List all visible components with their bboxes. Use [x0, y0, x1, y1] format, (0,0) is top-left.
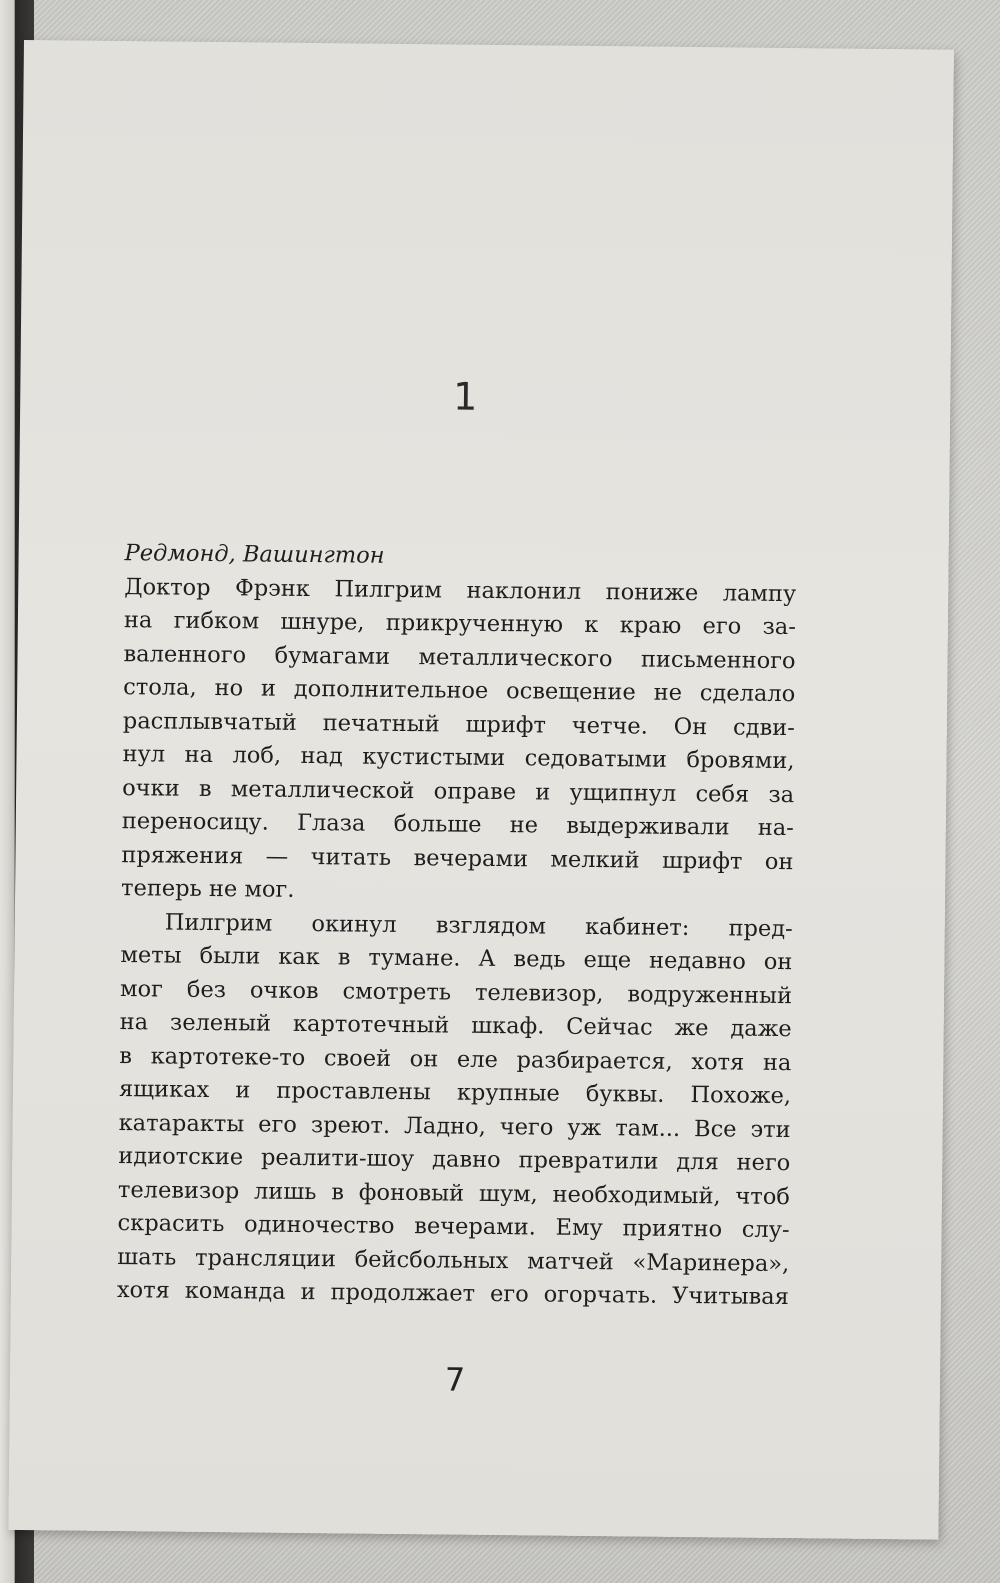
page-number: 7 — [444, 1360, 466, 1399]
chapter-number: 1 — [452, 374, 478, 419]
text-line: идиотские реалити-шоу давно превратили для него — [118, 1143, 791, 1177]
text-line: теперь не мог. — [120, 875, 295, 903]
text-line: катаракты его зреют. Ладно, чего уж там... Все эти — [118, 1109, 791, 1143]
body-text — [117, 537, 797, 1314]
text-line: скрасить одиночество вечерами. Ему приятно слу- — [117, 1210, 790, 1244]
text-line: в картотеке-то своей он еле разбирается, хотя на — [119, 1042, 792, 1076]
text-line: шать трансляции бейсбольных матчей «Маринера», — [117, 1243, 790, 1277]
location-heading: Редмонд, Вашингтон — [124, 540, 385, 569]
paragraph-start-line: Пилгрим окинул взглядом кабинет: пред- — [164, 909, 793, 942]
book-page — [8, 40, 954, 1540]
text-line: переносицу. Глаза больше не выдерживали на- — [121, 808, 794, 842]
text-line: Доктор Фрэнк Пилгрим наклонил пониже лампу — [124, 573, 797, 607]
text-line: на зеленый картотечный шкаф. Сейчас же даже — [119, 1009, 792, 1043]
text-line: на гибком шнуре, прикрученную к краю его за- — [123, 607, 797, 641]
text-line: стола, но и дополнительное освещение не сделало — [123, 674, 796, 708]
text-line: хотя команда и продолжает его огорчать. Учитывая — [116, 1277, 790, 1311]
text-line: нул на лоб, над кустистыми седоватыми бровями, — [122, 741, 795, 775]
text-line: валенного бумагами металлического письменного — [123, 640, 796, 674]
text-line: телевизор лишь в фоновый шум, необходимый, чтоб — [117, 1176, 791, 1210]
text-line: мог без очков смотреть телевизор, водруженный — [119, 975, 793, 1009]
text-line: очки в металлической оправе и ущипнул себя за — [122, 774, 795, 808]
text-line: расплывчатый печатный шрифт четче. Он сдви- — [122, 707, 795, 741]
text-line: пряжения — читать вечерами мелкий шрифт он — [121, 841, 794, 875]
text-line: ящиках и проставлены крупные буквы. Похоже, — [118, 1076, 792, 1110]
text-line: меты были как в тумане. А ведь еще недавно он — [120, 942, 793, 976]
